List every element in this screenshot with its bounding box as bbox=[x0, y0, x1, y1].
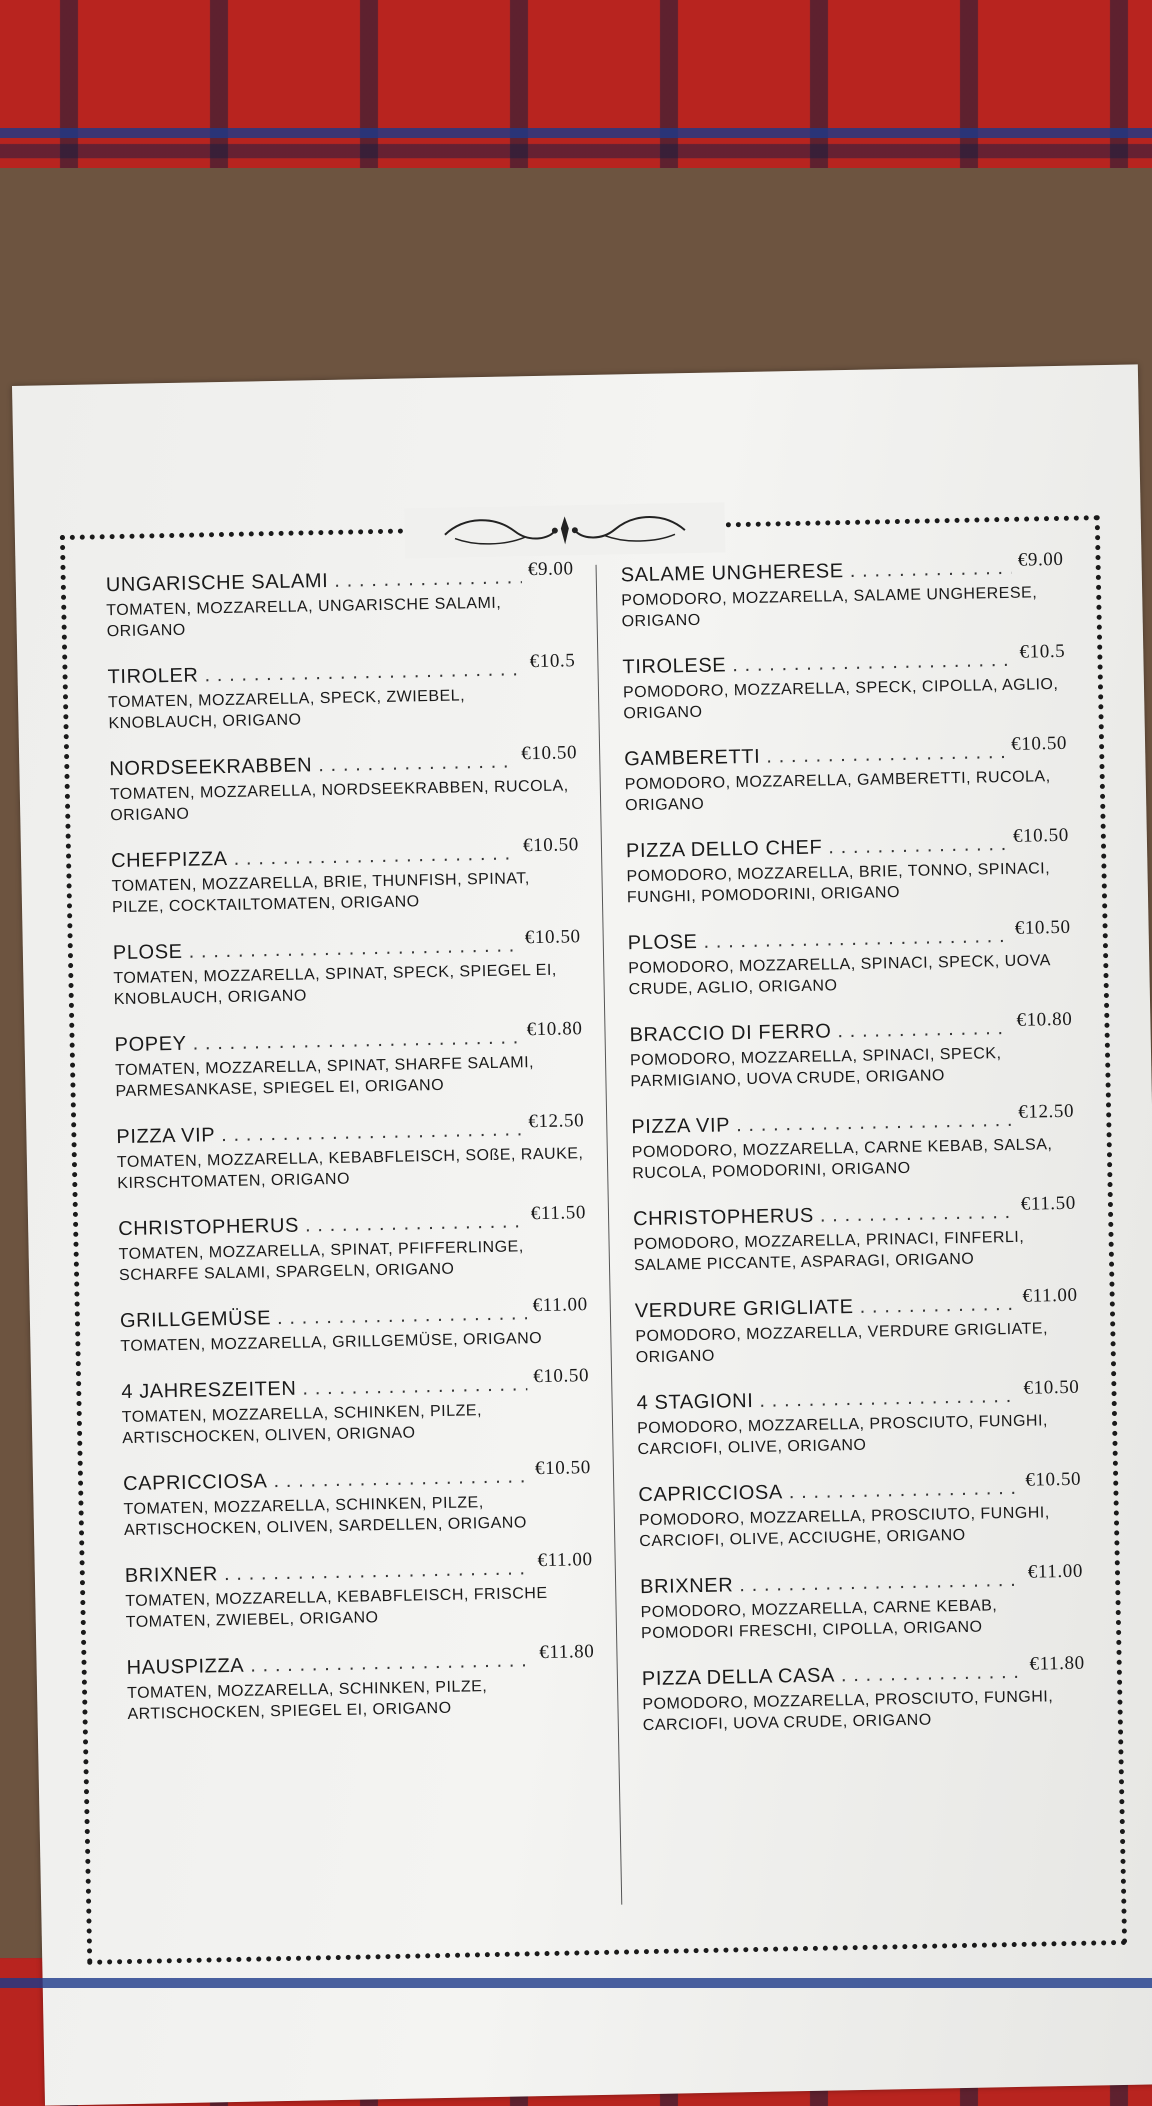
dot-leader bbox=[250, 1649, 534, 1677]
menu-item-ingredients: TOMATEN, MOZZARELLA, KEBABFLEISCH, SOßE, RAUKE, KIRSCHTOMATEN, ORIGANO bbox=[116, 1145, 584, 1193]
flourish-ornament-icon bbox=[404, 502, 725, 558]
menu-item-ingredients: POMODORO, MOZZARELLA, GAMBERETTI, RUCOLA, ORIGANO bbox=[624, 768, 1051, 815]
menu-sheet bbox=[12, 364, 1152, 2105]
dot-leader bbox=[302, 1373, 527, 1400]
menu-item-name: CHEFPIZZA bbox=[110, 847, 228, 873]
dot-leader bbox=[820, 1201, 1015, 1228]
menu-item bbox=[107, 650, 576, 734]
menu-item-ingredients: POMODORO, MOZZARELLA, PROSCIUTO, FUNGHI, CARCIOFI, OLIVE, ORIGANO bbox=[636, 1412, 1049, 1459]
menu-item-ingredients: POMODORO, MOZZARELLA, PRINACI, FINFERLI, SALAME PICCANTE, ASPARAGI, ORIGANO bbox=[633, 1228, 1025, 1275]
menu-item-name: BRIXNER bbox=[124, 1563, 219, 1588]
menu-item-name: BRACCIO DI FERRO bbox=[629, 1020, 832, 1047]
menu-item-name: TIROLER bbox=[107, 664, 199, 689]
menu-item-name: PLOSE bbox=[627, 930, 698, 955]
dot-leader bbox=[188, 934, 519, 963]
menu-item bbox=[620, 548, 1065, 632]
dot-leader bbox=[759, 1385, 1018, 1413]
menu-item bbox=[116, 1110, 585, 1194]
menu-item-price: €10.50 bbox=[1012, 824, 1070, 847]
menu-folder bbox=[0, 168, 1152, 1958]
menu-item-ingredients: TOMATEN, MOZZARELLA, SPINAT, PFIFFERLINGE, SCHARFE SALAMI, SPARGELN, ORIGANO bbox=[118, 1238, 524, 1285]
menu-item bbox=[110, 834, 580, 918]
menu-item-price: €10.50 bbox=[521, 742, 578, 765]
dot-leader bbox=[334, 566, 522, 593]
dot-leader bbox=[224, 1557, 532, 1586]
menu-item-ingredients: TOMATEN, MOZZARELLA, SPECK, ZWIEBEL, KNOBLAUCH, ORIGANO bbox=[107, 687, 466, 733]
menu-item bbox=[117, 1202, 587, 1286]
menu-item-name: HAUSPIZZA bbox=[126, 1654, 245, 1680]
menu-column-italian bbox=[596, 548, 1112, 1904]
menu-item bbox=[641, 1652, 1086, 1736]
tablecloth-top bbox=[0, 0, 1152, 180]
menu-item-ingredients: POMODORO, MOZZARELLA, PROSCIUTO, FUNGHI, CARCIOFI, OLIVE, ACCIUGHE, ORIGANO bbox=[638, 1504, 1050, 1551]
menu-item-name: PIZZA VIP bbox=[631, 1114, 731, 1139]
menu-item-price: €10.50 bbox=[533, 1365, 590, 1388]
menu-item-price: €10.50 bbox=[1023, 1376, 1080, 1399]
menu-item-price: €11.00 bbox=[1022, 1284, 1078, 1307]
menu-item-name: CHRISTOPHERUS bbox=[117, 1214, 300, 1241]
menu-item-price: €10.50 bbox=[522, 834, 580, 857]
menu-item-ingredients: POMODORO, MOZZARELLA, CARNE KEBAB, SALSA, RUCOLA, POMODORINI, ORIGANO bbox=[631, 1136, 1053, 1183]
menu-item bbox=[112, 926, 582, 1010]
dot-leader bbox=[789, 1477, 1020, 1504]
menu-item-name: 4 JAHRESZEITEN bbox=[121, 1377, 297, 1404]
menu-item-price: €9.00 bbox=[527, 558, 574, 581]
dot-leader bbox=[837, 1017, 1011, 1043]
menu-item-price: €11.50 bbox=[1020, 1192, 1077, 1215]
menu-item bbox=[124, 1549, 594, 1633]
menu-item bbox=[631, 1100, 1075, 1184]
menu-item-price: €11.00 bbox=[537, 1549, 593, 1572]
menu-item-name: BRIXNER bbox=[639, 1574, 734, 1599]
menu-item bbox=[622, 640, 1066, 724]
dot-leader bbox=[732, 649, 1014, 677]
menu-item bbox=[638, 1468, 1082, 1552]
menu-columns bbox=[105, 548, 1112, 1914]
dot-leader bbox=[277, 1302, 527, 1330]
menu-item bbox=[634, 1284, 1079, 1368]
menu-item-ingredients: TOMATEN, MOZZARELLA, UNGARISCHE SALAMI, ORIGANO bbox=[106, 594, 502, 641]
menu-item-name: CAPRICCIOSA bbox=[122, 1470, 268, 1496]
menu-item-ingredients: POMODORO, MOZZARELLA, SALAME UNGHERESE, ORIGANO bbox=[621, 584, 1038, 631]
menu-item-price: €10.50 bbox=[1011, 732, 1068, 755]
menu-item-ingredients: TOMATEN, MOZZARELLA, SCHINKEN, PILZE, ARTISCHOCKEN, OLIVEN, SARDELLEN, ORIGANO bbox=[123, 1494, 527, 1540]
menu-item-ingredients: TOMATEN, MOZZARELLA, KEBABFLEISCH, FRISCHE TOMATEN, ZWIEBEL, ORIGANO bbox=[125, 1584, 548, 1632]
menu-column-german bbox=[105, 558, 622, 1914]
menu-item-ingredients: POMODORO, MOZZARELLA, PROSCIUTO, FUNGHI, CARCIOFI, UOVA CRUDE, ORIGANO bbox=[642, 1688, 1054, 1735]
menu-item bbox=[624, 732, 1068, 816]
menu-item-price: €11.50 bbox=[530, 1202, 587, 1225]
menu-item-ingredients: POMODORO, MOZZARELLA, SPECK, CIPOLLA, AGLIO, ORIGANO bbox=[622, 675, 1059, 723]
dot-leader bbox=[305, 1210, 525, 1237]
menu-item-ingredients: TOMATEN, MOZZARELLA, SCHINKEN, PILZE, ARTISCHOCKEN, OLIVEN, ORIGNAO bbox=[121, 1402, 483, 1448]
dot-leader bbox=[849, 557, 1012, 583]
menu-item bbox=[636, 1376, 1080, 1460]
menu-item-ingredients: TOMATEN, MOZZARELLA, NORDSEEKRABBEN, RUCOLA, ORIGANO bbox=[109, 777, 569, 825]
dot-leader bbox=[273, 1465, 529, 1493]
menu-item-price: €11.00 bbox=[1027, 1560, 1084, 1583]
menu-item bbox=[121, 1365, 590, 1449]
menu-item bbox=[627, 916, 1072, 1000]
menu-item bbox=[629, 1008, 1073, 1092]
menu-item-ingredients: TOMATEN, MOZZARELLA, SPINAT, SPECK, SPIEGEL EI, KNOBLAUCH, ORIGANO bbox=[113, 961, 557, 1009]
menu-item-name: CHRISTOPHERUS bbox=[632, 1204, 815, 1231]
menu-item-name: PIZZA DELLA CASA bbox=[641, 1664, 836, 1691]
dot-leader bbox=[736, 1109, 1013, 1137]
dot-leader bbox=[204, 658, 524, 687]
menu-item-price: €10.80 bbox=[1016, 1008, 1073, 1031]
menu-item-price: €10.80 bbox=[526, 1018, 583, 1041]
menu-item bbox=[119, 1294, 589, 1357]
dot-leader bbox=[192, 1026, 521, 1055]
dot-leader bbox=[841, 1661, 1024, 1688]
menu-item-price: €10.5 bbox=[1019, 640, 1066, 663]
menu-item-name: GAMBERETTI bbox=[624, 745, 761, 771]
dot-leader bbox=[703, 925, 1009, 954]
menu-item-ingredients: TOMATEN, MOZZARELLA, GRILLGEMÜSE, ORIGANO bbox=[120, 1329, 543, 1356]
menu-item-price: €10.50 bbox=[534, 1457, 592, 1480]
menu-item-price: €11.80 bbox=[1029, 1652, 1085, 1675]
menu-item-ingredients: POMODORO, MOZZARELLA, CARNE KEBAB, POMODORI FRESCHI, CIPOLLA, ORIGANO bbox=[640, 1597, 998, 1643]
menu-item-price: €12.50 bbox=[1018, 1100, 1075, 1123]
menu-item-ingredients: TOMATEN, MOZZARELLA, SCHINKEN, PILZE, ARTISCHOCKEN, SPIEGEL EI, ORIGANO bbox=[126, 1678, 488, 1724]
menu-item-name: GRILLGEMÜSE bbox=[119, 1307, 272, 1333]
menu-item-price: €10.50 bbox=[1014, 916, 1071, 939]
menu-item-name: TIROLESE bbox=[622, 654, 727, 679]
menu-item bbox=[625, 824, 1070, 908]
menu-item-name: CAPRICCIOSA bbox=[638, 1481, 783, 1507]
menu-item-price: €9.00 bbox=[1017, 548, 1064, 571]
menu-item-ingredients: POMODORO, MOZZARELLA, VERDURE GRIGLIATE, ORIGANO bbox=[635, 1320, 1049, 1367]
tablecloth-bottom bbox=[0, 1938, 1152, 2048]
menu-item-ingredients: POMODORO, MOZZARELLA, BRIE, TONNO, SPINACI, FUNGHI, POMODORINI, ORIGANO bbox=[626, 860, 1051, 907]
dot-leader bbox=[859, 1293, 1016, 1319]
menu-item-name: PIZZA VIP bbox=[116, 1124, 216, 1149]
menu-item-name: PLOSE bbox=[112, 940, 183, 965]
dot-leader bbox=[233, 842, 517, 870]
menu-item-name: NORDSEEKRABBEN bbox=[109, 754, 313, 781]
menu-item-price: €10.5 bbox=[529, 650, 576, 673]
menu-item-ingredients: POMODORO, MOZZARELLA, SPINACI, SPECK, UOVA CRUDE, AGLIO, ORIGANO bbox=[628, 952, 1051, 999]
menu-item-name: POPEY bbox=[114, 1032, 187, 1057]
menu-item-price: €10.50 bbox=[524, 926, 581, 949]
menu-item-price: €12.50 bbox=[528, 1110, 585, 1133]
menu-item-ingredients: TOMATEN, MOZZARELLA, SPINAT, SHARFE SALAMI, PARMESANKASE, SPIEGEL EI, ORIGANO bbox=[114, 1054, 535, 1101]
menu-item bbox=[105, 558, 575, 642]
menu-item-price: €11.00 bbox=[532, 1294, 588, 1317]
menu-item bbox=[109, 742, 578, 826]
menu-item-name: VERDURE GRIGLIATE bbox=[634, 1296, 854, 1323]
menu-item bbox=[114, 1018, 583, 1102]
menu-item bbox=[122, 1457, 592, 1541]
dot-leader bbox=[739, 1569, 1022, 1597]
dot-leader bbox=[318, 750, 516, 777]
menu-item-ingredients: POMODORO, MOZZARELLA, SPINACI, SPECK, PARMIGIANO, UOVA CRUDE, ORIGANO bbox=[629, 1045, 1002, 1091]
menu-item bbox=[639, 1560, 1084, 1644]
menu-item-ingredients: TOMATEN, MOZZARELLA, BRIE, THUNFISH, SPINAT, PILZE, COCKTAILTOMATEN, ORIGANO bbox=[111, 870, 530, 917]
dot-leader bbox=[766, 741, 1006, 769]
menu-item bbox=[632, 1192, 1077, 1276]
dot-leader bbox=[221, 1118, 523, 1147]
menu-item-price: €11.80 bbox=[539, 1641, 595, 1664]
menu-item-name: PIZZA DELLO CHEF bbox=[625, 836, 823, 863]
menu-item-name: SALAME UNGHERESE bbox=[620, 560, 844, 587]
dot-leader bbox=[828, 833, 1007, 859]
menu-item-name: UNGARISCHE SALAMI bbox=[105, 569, 329, 597]
menu-item-name: 4 STAGIONI bbox=[636, 1389, 754, 1415]
menu-item bbox=[126, 1641, 595, 1725]
menu-item-price: €10.50 bbox=[1025, 1468, 1082, 1491]
